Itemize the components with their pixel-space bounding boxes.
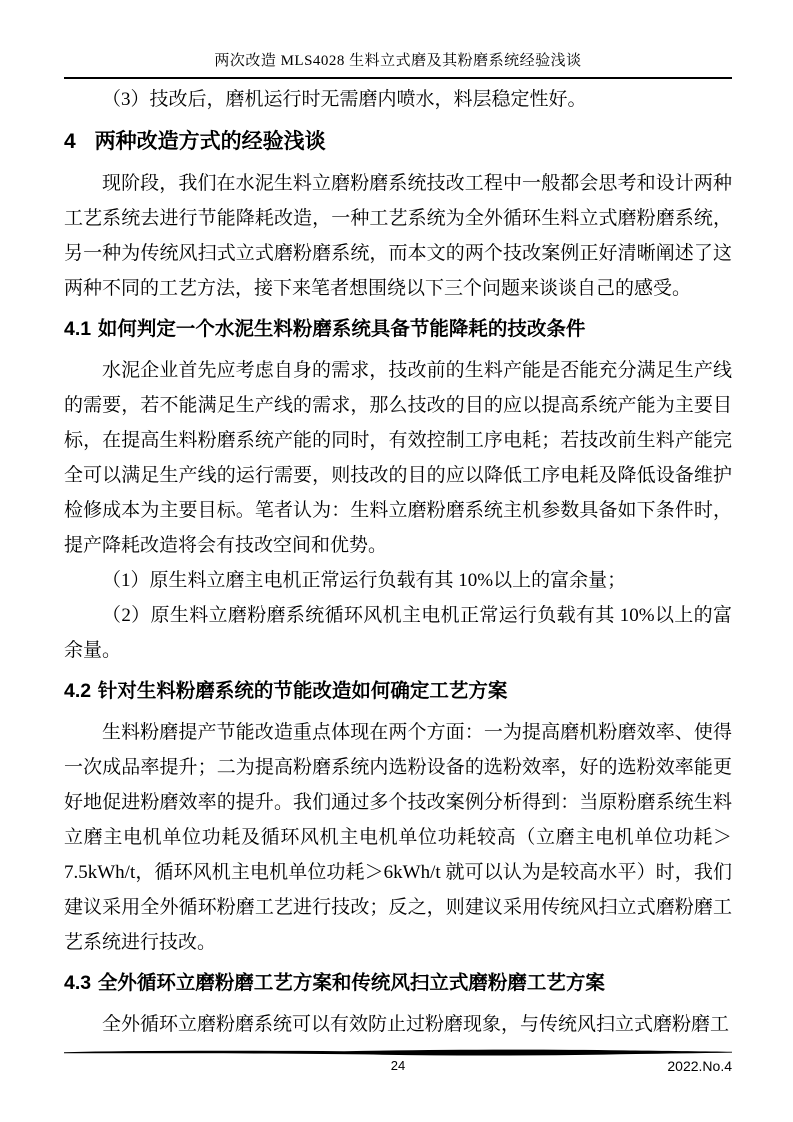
section-heading-4-2 bbox=[64, 674, 732, 709]
section-heading-4-1 bbox=[64, 312, 732, 347]
section-heading-4 bbox=[64, 124, 732, 159]
footer-row bbox=[64, 1058, 732, 1076]
section-title: 如何判定一个水泥生料粉磨系统具备节能降耗的技改条件 bbox=[97, 318, 586, 340]
page-content bbox=[64, 52, 732, 1042]
issue-label: 2022.No.4 bbox=[667, 1058, 732, 1074]
footer-rule bbox=[64, 1048, 732, 1057]
paragraph-item-2: （2）原生料立磨粉磨系统循环风机主电机正常运行负载有其 10%以上的富余量。 bbox=[64, 605, 732, 661]
section-title: 两种改造方式的经验浅谈 bbox=[94, 130, 326, 153]
section-number: 4.3 bbox=[64, 972, 92, 994]
page-number: 24 bbox=[390, 1058, 406, 1073]
paragraph: 水泥企业首先应考虑自身的需求，技改前的生料产能是否能充分满足生产线的需要，若不能满足生产线的需求，那么技改的目的应以提高系统产能为主要目标，在提高生料粉磨系统产能的同时，有效控制工序电耗；若技改前生料产能完全可以满足生产线的运行需要，则技改的目的应以降低工序电耗及降低设备维护检修成本为主要目标。笔者认为：生料立磨粉磨系统主机参数具备如下条件时，提产降耗改造将会有技改空间和优势。 bbox=[64, 360, 732, 556]
paragraph: 全外循环立磨粉磨系统可以有效防止过粉磨现象，与传统风扫立式磨粉磨工 bbox=[102, 1014, 730, 1035]
paragraph-item-3: （3）技改后，磨机运行时无需磨内喷水，料层稳定性好。 bbox=[102, 89, 587, 110]
section-number: 4.2 bbox=[64, 680, 92, 702]
section-number: 4.1 bbox=[64, 318, 92, 340]
section-title: 全外循环立磨粉磨工艺方案和传统风扫立式磨粉磨工艺方案 bbox=[97, 972, 605, 994]
paragraph: 现阶段，我们在水泥生料立磨粉磨系统技改工程中一般都会思考和设计两种工艺系统去进行节能降耗改造，一种工艺系统为全外循环生料立式磨粉磨系统，另一种为传统风扫式立式磨粉磨系统，而本文的两个技改案例正好清晰阐述了这两种不同的工艺方法，接下来笔者想围绕以下三个问题来谈谈自己的感受。 bbox=[64, 173, 732, 299]
page-footer bbox=[64, 1048, 732, 1076]
paragraph: 生料粉磨提产节能改造重点体现在两个方面：一为提高磨机粉磨效率、使得一次成品率提升；二为提高粉磨系统内选粉设备的选粉效率，好的选粉效率能更好地促进粉磨效率的提升。我们通过多个技改案例分析得到：当原粉磨系统生料立磨主电机单位功耗及循环风机主电机单位功耗较高（立磨主电机单位功耗＞7.5kWh/t，循环风机主电机单位功耗＞6kWh/t 就可以认为是较高水平）时，我们建议采用全外循环粉磨工艺进行技改；反之，则建议采用传统风扫立式磨粉磨工艺系统进行技改。 bbox=[64, 722, 732, 953]
running-title: 两次改造 MLS4028 生料立式磨及其粉磨系统经验浅谈 bbox=[214, 53, 582, 69]
section-number: 4 bbox=[64, 130, 76, 153]
paragraph-item-1: （1）原生料立磨主电机正常运行负载有其 10%以上的富余量； bbox=[102, 570, 627, 591]
section-title: 针对生料粉磨系统的节能改造如何确定工艺方案 bbox=[97, 680, 508, 702]
running-header bbox=[64, 52, 732, 79]
section-heading-4-3 bbox=[64, 966, 732, 1001]
